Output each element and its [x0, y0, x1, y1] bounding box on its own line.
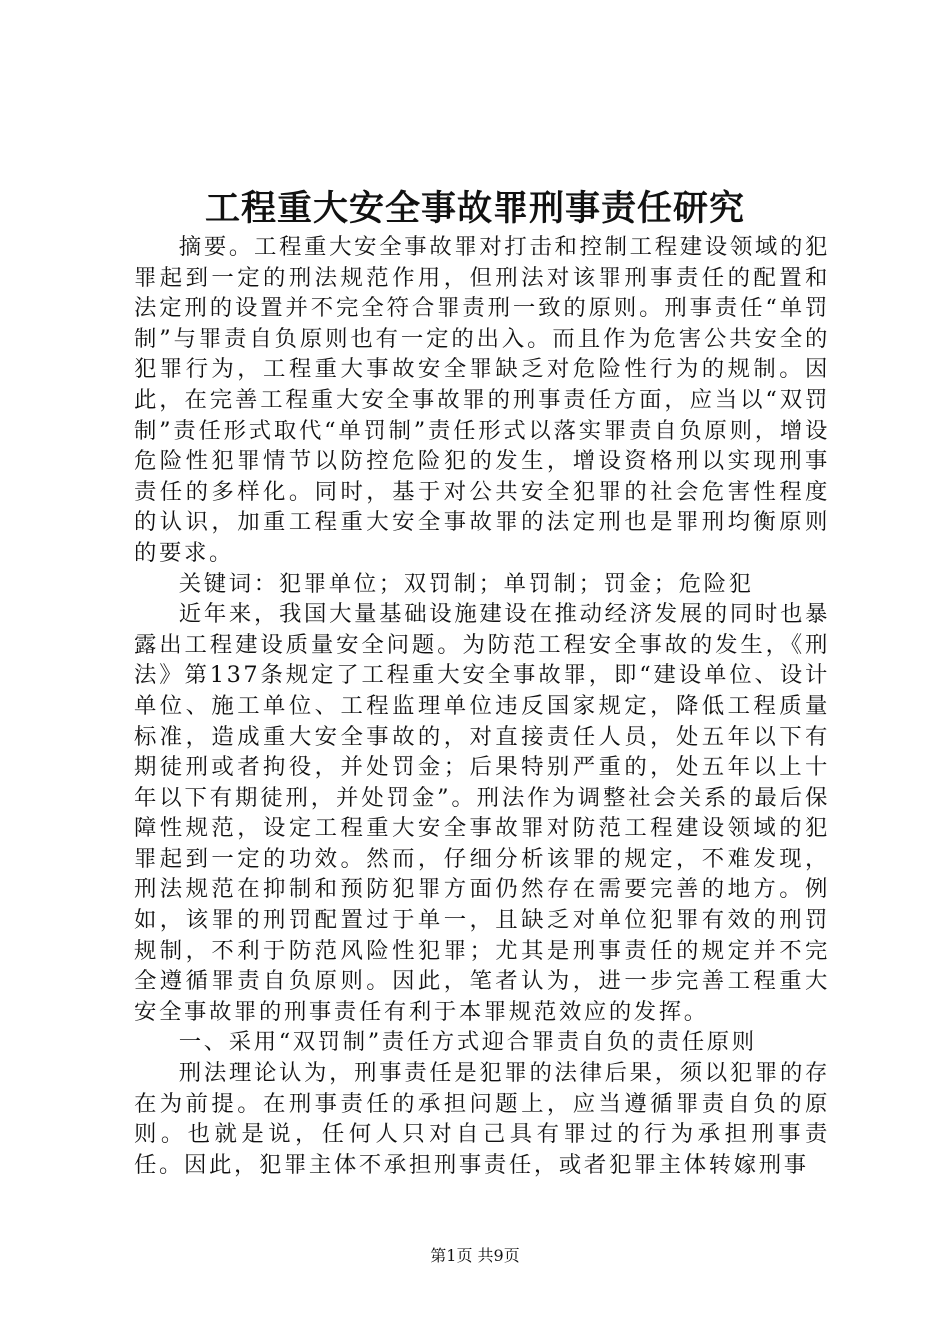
abstract-paragraph: 摘要。工程重大安全事故罪对打击和控制工程建设领域的犯罪起到一定的刑法规范作用，但刑法对该罪刑事责任的配置和法定刑的设置并不完全符合罪责刑一致的原则。刑事责任“单罚制”与罪责自负原则也有一定的出入。而且作为危害公共安全的犯罪行为，工程重大事故安全罪缺乏对危险性行为的规制。因此，在完善工程重大安全事故罪的刑事责任方面，应当以“双罚制”责任形式取代“单罚制”责任形式以落实罪责自负原则，增设危险性犯罪情节以防控危险犯的发生，增设资格刑以实现刑事责任的多样化。同时，基于对公共安全犯罪的社会危害性程度的认识，加重工程重大安全事故罪的法定刑也是罪刑均衡原则的要求。: [134, 234, 830, 566]
section-heading: 一、采用“双罚制”责任方式迎合罪责自负的责任原则: [178, 1029, 757, 1056]
keywords-paragraph: 关键词：犯罪单位；双罚制；单罚制；罚金；危险犯: [178, 570, 754, 597]
body-paragraph: 刑法理论认为，刑事责任是犯罪的法律后果，须以犯罪的存在为前提。在刑事责任的承担问题上，应当遵循罪责自负的原则。也就是说，任何人只对自己具有罪过的行为承担刑事责任。因此，犯罪主体不承担刑事责任，或者犯罪主体转嫁刑事: [134, 1060, 830, 1178]
intro-paragraph: 近年来，我国大量基础设施建设在推动经济发展的同时也暴露出工程建设质量安全问题。为防范工程安全事故的发生，《刑法》第137条规定了工程重大安全事故罪，即“建设单位、设计单位、施工单位、工程监理单位违反国家规定，降低工程质量标准，造成重大安全事故的，对直接责任人员，处五年以下有期徒刑或者拘役，并处罚金；后果特别严重的，处五年以上十年以下有期徒刑，并处罚金”。刑法作为调整社会关系的最后保障性规范，设定工程重大安全事故罪对防范工程建设领域的犯罪起到一定的功效。然而，仔细分析该罪的规定，不难发现，刑法规范在抑制和预防犯罪方面仍然存在需要完善的地方。例如，该罪的刑罚配置过于单一，且缺乏对单位犯罪有效的刑罚规制，不利于防范风险性犯罪；尤其是刑事责任的规定并不完全遵循罪责自负原则。因此，笔者认为，进一步完善工程重大安全事故罪的刑事责任有利于本罪规范效应的发挥。: [134, 601, 830, 1025]
page-footer: 第1页 共9页: [430, 1246, 520, 1265]
document-body: [134, 232, 830, 1180]
document-title: 工程重大安全事故罪刑事责任研究: [204, 188, 745, 229]
